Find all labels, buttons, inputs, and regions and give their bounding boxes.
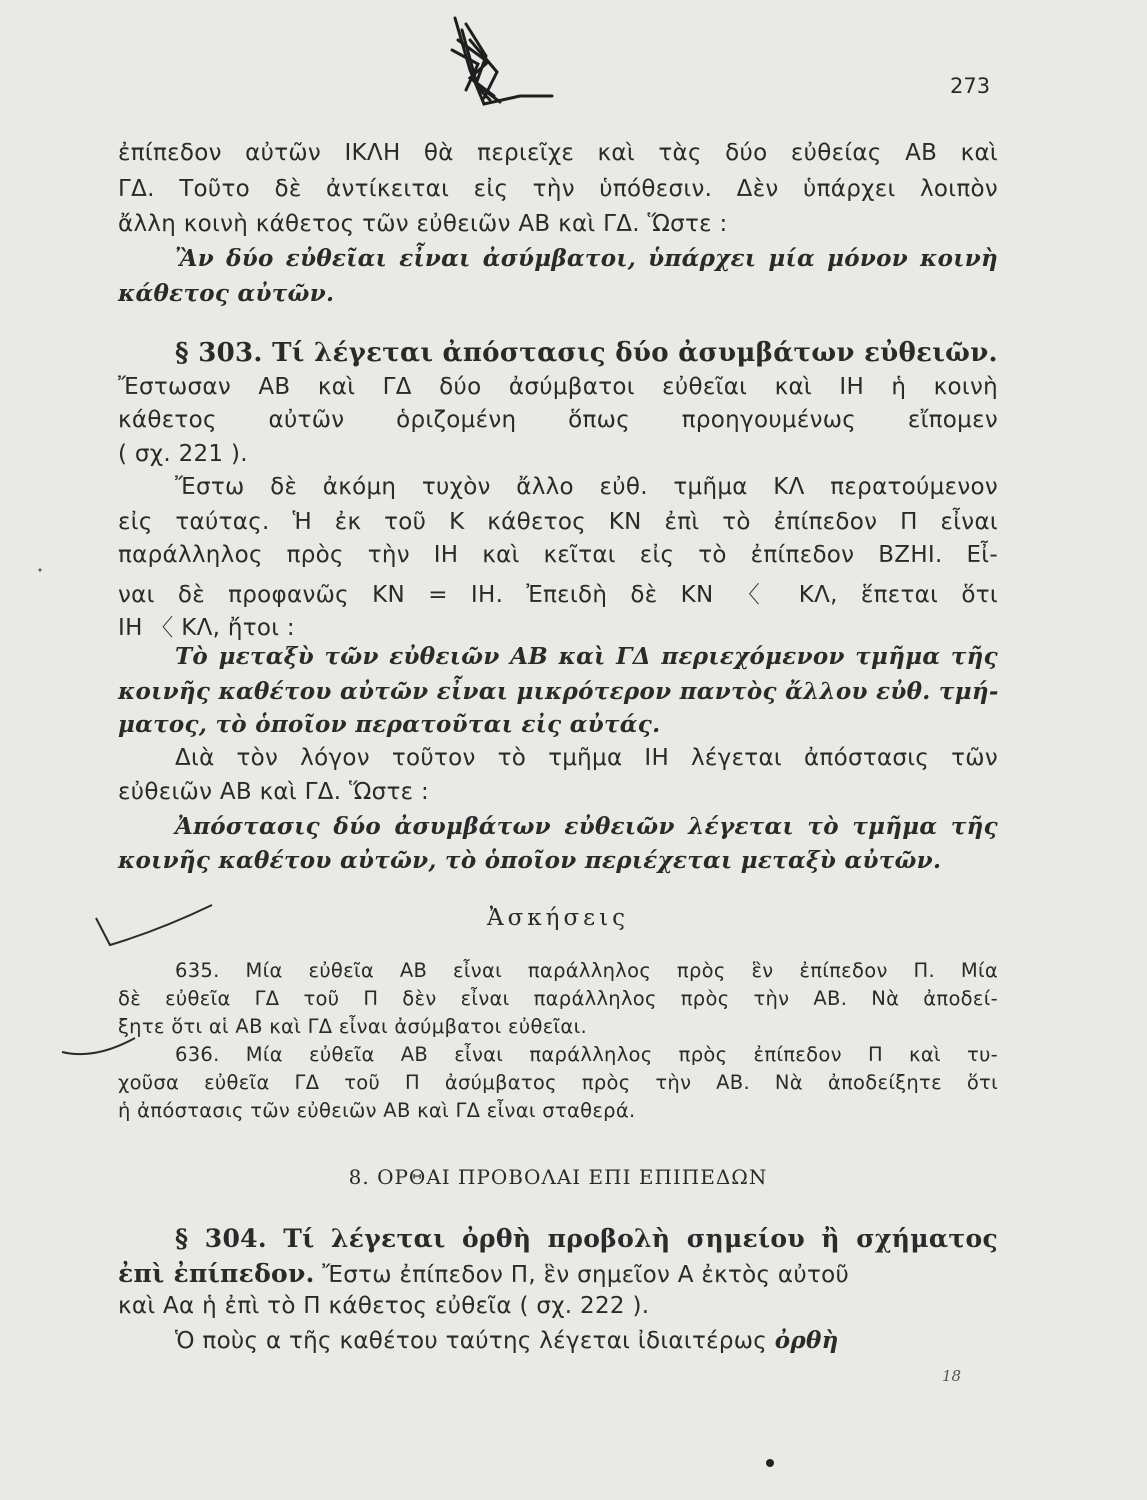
chapter-heading: 8. ΟΡΘΑΙ ΠΡΟΒΟΛΑΙ ΕΠΙ ΕΠΙΠΕΔΩΝ [348,1165,768,1189]
ink-dot [766,1459,774,1467]
text-line [175,1327,998,1354]
pen-scribble-top [452,18,552,104]
theorem-line: Ἂν δύο εὐθεῖαι εἶναι ἀσύμβατοι, ὑπάρχει μία μόνον κοινὴ [175,245,998,272]
theorem-line: Τὸ μεταξὺ τῶν εὐθειῶν ΑΒ καὶ ΓΔ περιεχόμενον τμῆμα τῆς [175,643,998,670]
theorem-line: ματος, τὸ ὁποῖον περατοῦται εἰς αὐτάς. [118,711,661,738]
text-span: Ἔστω ἐπίπεδον Π, ἓν σημεῖον Α ἐκτὸς αὐτοῦ [314,1262,850,1288]
text-line: Διὰ τὸν λόγον τοῦτον τὸ τμῆμα ΙΗ λέγεται ἀπόστασις τῶν [175,745,998,771]
text-line: ἄλλη κοινὴ κάθετος τῶν εὐθειῶν ΑΒ καὶ ΓΔ. Ὥστε : [118,211,728,237]
exercise-line: 635. Μία εὐθεῖα ΑΒ εἶναι παράλληλος πρὸς ἓν ἐπίπεδον Π. Μία [175,959,998,982]
text-line: Ἔστω δὲ ἀκόμη τυχὸν ἄλλο εὐθ. τμῆμα ΚΛ περατούμενον [175,474,998,500]
section-304-heading-end: ἐπὶ ἐπίπεδον. [118,1259,315,1288]
section-304-heading: § 304. Τί λέγεται ὀρθὴ προβολὴ σημείου ἢ σχήματος [175,1224,998,1253]
exercise-line: ἡ ἀπόστασις τῶν εὐθειῶν ΑΒ καὶ ΓΔ εἶναι σταθερά. [118,1099,636,1122]
section-303-heading: § 303. Τί λέγεται ἀπόστασις δύο ἀσυμβάτων εὐθειῶν. [175,338,998,368]
text-line: Ἔστωσαν ΑΒ καὶ ΓΔ δύο ἀσύμβατοι εὐθεῖαι καὶ ΙΗ ἡ κοινὴ [118,374,998,400]
page-number: 273 [950,74,991,98]
ink-dot-small [39,569,42,572]
exercise-line: δὲ εὐθεῖα ΓΔ τοῦ Π δὲν εἶναι παράλληλος πρὸς τὴν ΑΒ. Νὰ ἀποδεί- [118,987,998,1010]
text-line: ἐπίπεδον αὐτῶν ΙΚΛΗ θὰ περιεῖχε καὶ τὰς δύο εὐθείας ΑΒ καὶ [118,140,998,166]
text-line [118,1259,998,1288]
pen-mark-636 [62,1038,135,1054]
text-line: παράλληλος πρὸς τὴν ΙΗ καὶ κεῖται εἰς τὸ ἐπίπεδον ΒΖΗΙ. Εἶ- [118,542,998,568]
text-line: κάθετος αὐτῶν ὁριζομένη ὅπως προηγουμένως εἴπομεν [118,407,998,433]
theorem-line: κάθετος αὐτῶν. [118,280,335,307]
text-line: εὐθειῶν ΑΒ καὶ ΓΔ. Ὥστε : [118,779,430,805]
exercise-line: ξητε ὅτι αἱ ΑΒ καὶ ΓΔ εἶναι ἀσύμβατοι εὐθεῖαι. [118,1015,587,1038]
definition-line: Ἀπόστασις δύο ἀσυμβάτων εὐθειῶν λέγεται τὸ τμῆμα τῆς [175,813,998,840]
text-span: Ὁ ποὺς α τῆς καθέτου ταύτης λέγεται ἰδιαιτέρως [175,1328,775,1354]
text-line: ΙΗ 〈 ΚΛ, ἤτοι : [118,615,295,641]
text-line: ΓΔ. Τοῦτο δὲ ἀντίκειται εἰς τὴν ὑπόθεσιν. Δὲν ὑπάρχει λοιπὸν [118,176,998,202]
signature-mark: 18 [942,1367,962,1385]
definition-line: κοινῆς καθέτου αὐτῶν, τὸ ὁποῖον περιέχεται μεταξὺ αὐτῶν. [118,847,942,874]
theorem-line: κοινῆς καθέτου αὐτῶν εἶναι μικρότερον παντὸς ἄλλου εὐθ. τμή- [118,678,999,705]
exercise-line: 636. Μία εὐθεῖα ΑΒ εἶναι παράλληλος πρὸς ἐπίπεδον Π καὶ τυ- [175,1043,998,1066]
text-line: ναι δὲ προφανῶς ΚΝ = ΙΗ. Ἐπειδὴ δὲ ΚΝ 〈 ΚΛ, ἕπεται ὅτι [118,582,998,608]
text-line: καὶ Αα ἡ ἐπὶ τὸ Π κάθετος εὐθεῖα ( σχ. 222 ). [118,1293,650,1319]
text-line: εἰς ταύτας. Ἡ ἐκ τοῦ Κ κάθετος ΚΝ ἐπὶ τὸ ἐπίπεδον Π εἶναι [118,509,998,535]
exercises-heading: Ἀσκήσεις [487,905,629,931]
italic-term: ὀρθὴ [774,1327,839,1354]
text-line: ( σχ. 221 ). [118,441,248,467]
exercise-line: χοῦσα εὐθεῖα ΓΔ τοῦ Π ἀσύμβατος πρὸς τὴν ΑΒ. Νὰ ἀποδείξητε ὅτι [118,1071,998,1094]
